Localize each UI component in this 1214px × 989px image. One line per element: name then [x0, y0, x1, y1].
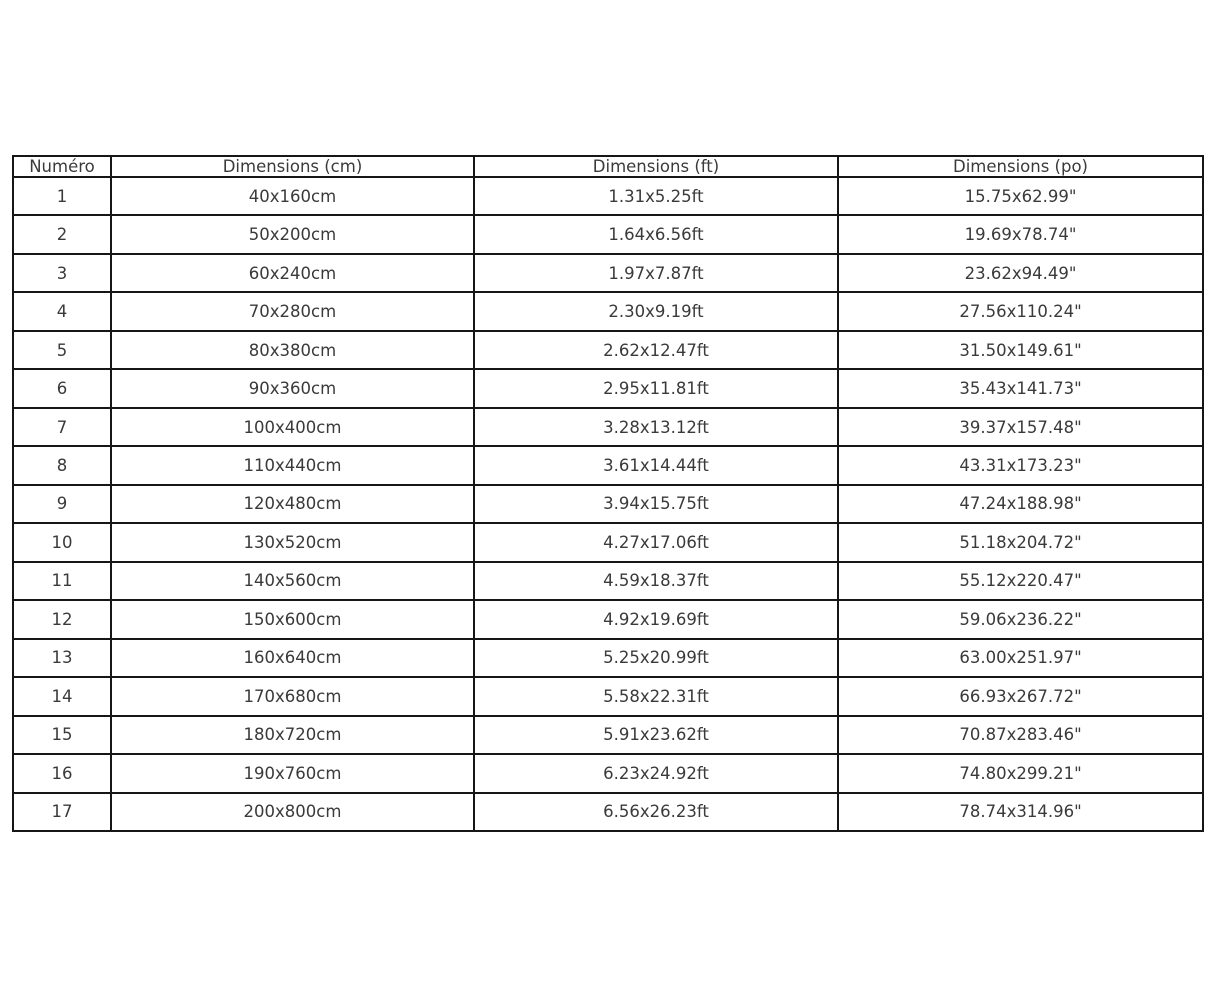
- cell-dimensions-cm: 140x560cm: [111, 562, 474, 600]
- cell-numero: 13: [13, 639, 111, 677]
- cell-dimensions-po: 31.50x149.61": [838, 331, 1203, 369]
- table-row: [13, 292, 1203, 330]
- table-row: [13, 254, 1203, 292]
- table-row: [13, 523, 1203, 561]
- table-row: [13, 331, 1203, 369]
- cell-dimensions-po: 59.06x236.22": [838, 600, 1203, 638]
- cell-dimensions-ft: 2.30x9.19ft: [474, 292, 838, 330]
- table-row: [13, 716, 1203, 754]
- cell-dimensions-po: 35.43x141.73": [838, 369, 1203, 407]
- cell-dimensions-ft: 1.64x6.56ft: [474, 215, 838, 253]
- cell-dimensions-cm: 110x440cm: [111, 446, 474, 484]
- cell-numero: 7: [13, 408, 111, 446]
- cell-dimensions-ft: 2.95x11.81ft: [474, 369, 838, 407]
- cell-dimensions-po: 23.62x94.49": [838, 254, 1203, 292]
- cell-dimensions-po: 43.31x173.23": [838, 446, 1203, 484]
- cell-numero: 6: [13, 369, 111, 407]
- cell-dimensions-cm: 120x480cm: [111, 485, 474, 523]
- cell-dimensions-ft: 5.58x22.31ft: [474, 677, 838, 715]
- table-row: [13, 177, 1203, 215]
- cell-dimensions-ft: 4.27x17.06ft: [474, 523, 838, 561]
- cell-numero: 15: [13, 716, 111, 754]
- cell-dimensions-po: 47.24x188.98": [838, 485, 1203, 523]
- cell-numero: 12: [13, 600, 111, 638]
- cell-dimensions-ft: 4.59x18.37ft: [474, 562, 838, 600]
- cell-dimensions-cm: 190x760cm: [111, 754, 474, 792]
- cell-dimensions-cm: 180x720cm: [111, 716, 474, 754]
- cell-dimensions-po: 78.74x314.96": [838, 793, 1203, 832]
- cell-dimensions-cm: 40x160cm: [111, 177, 474, 215]
- cell-dimensions-cm: 170x680cm: [111, 677, 474, 715]
- col-header-numero: Numéro: [13, 156, 111, 177]
- cell-dimensions-ft: 3.28x13.12ft: [474, 408, 838, 446]
- cell-numero: 8: [13, 446, 111, 484]
- table-row: [13, 562, 1203, 600]
- cell-dimensions-cm: 90x360cm: [111, 369, 474, 407]
- dimensions-table: [12, 155, 1204, 832]
- cell-numero: 3: [13, 254, 111, 292]
- cell-numero: 14: [13, 677, 111, 715]
- cell-numero: 2: [13, 215, 111, 253]
- table-row: [13, 215, 1203, 253]
- cell-dimensions-ft: 1.31x5.25ft: [474, 177, 838, 215]
- cell-dimensions-cm: 60x240cm: [111, 254, 474, 292]
- table-row: [13, 369, 1203, 407]
- table-row: [13, 408, 1203, 446]
- table-row: [13, 754, 1203, 792]
- cell-dimensions-po: 63.00x251.97": [838, 639, 1203, 677]
- col-header-dimensions-ft: Dimensions (ft): [474, 156, 838, 177]
- cell-dimensions-po: 74.80x299.21": [838, 754, 1203, 792]
- cell-dimensions-ft: 5.25x20.99ft: [474, 639, 838, 677]
- cell-dimensions-cm: 160x640cm: [111, 639, 474, 677]
- cell-dimensions-po: 27.56x110.24": [838, 292, 1203, 330]
- cell-numero: 11: [13, 562, 111, 600]
- table-row: [13, 793, 1203, 832]
- table-header-row: [13, 156, 1203, 177]
- col-header-dimensions-po: Dimensions (po): [838, 156, 1203, 177]
- col-header-dimensions-cm: Dimensions (cm): [111, 156, 474, 177]
- table-row: [13, 485, 1203, 523]
- cell-dimensions-po: 19.69x78.74": [838, 215, 1203, 253]
- cell-dimensions-po: 39.37x157.48": [838, 408, 1203, 446]
- cell-dimensions-ft: 5.91x23.62ft: [474, 716, 838, 754]
- cell-dimensions-ft: 6.23x24.92ft: [474, 754, 838, 792]
- cell-dimensions-ft: 1.97x7.87ft: [474, 254, 838, 292]
- cell-numero: 10: [13, 523, 111, 561]
- cell-dimensions-ft: 2.62x12.47ft: [474, 331, 838, 369]
- table-body: [13, 177, 1203, 831]
- cell-dimensions-ft: 3.61x14.44ft: [474, 446, 838, 484]
- cell-dimensions-cm: 70x280cm: [111, 292, 474, 330]
- table-row: [13, 446, 1203, 484]
- cell-numero: 9: [13, 485, 111, 523]
- table-row: [13, 639, 1203, 677]
- cell-dimensions-po: 51.18x204.72": [838, 523, 1203, 561]
- cell-dimensions-po: 15.75x62.99": [838, 177, 1203, 215]
- cell-dimensions-cm: 130x520cm: [111, 523, 474, 561]
- cell-numero: 17: [13, 793, 111, 832]
- cell-dimensions-cm: 50x200cm: [111, 215, 474, 253]
- cell-numero: 16: [13, 754, 111, 792]
- cell-numero: 1: [13, 177, 111, 215]
- table-row: [13, 600, 1203, 638]
- cell-dimensions-cm: 150x600cm: [111, 600, 474, 638]
- cell-dimensions-cm: 80x380cm: [111, 331, 474, 369]
- cell-dimensions-cm: 100x400cm: [111, 408, 474, 446]
- cell-numero: 5: [13, 331, 111, 369]
- table-row: [13, 677, 1203, 715]
- cell-dimensions-po: 66.93x267.72": [838, 677, 1203, 715]
- cell-dimensions-cm: 200x800cm: [111, 793, 474, 832]
- cell-dimensions-po: 55.12x220.47": [838, 562, 1203, 600]
- cell-dimensions-po: 70.87x283.46": [838, 716, 1203, 754]
- cell-dimensions-ft: 6.56x26.23ft: [474, 793, 838, 832]
- cell-dimensions-ft: 4.92x19.69ft: [474, 600, 838, 638]
- cell-numero: 4: [13, 292, 111, 330]
- cell-dimensions-ft: 3.94x15.75ft: [474, 485, 838, 523]
